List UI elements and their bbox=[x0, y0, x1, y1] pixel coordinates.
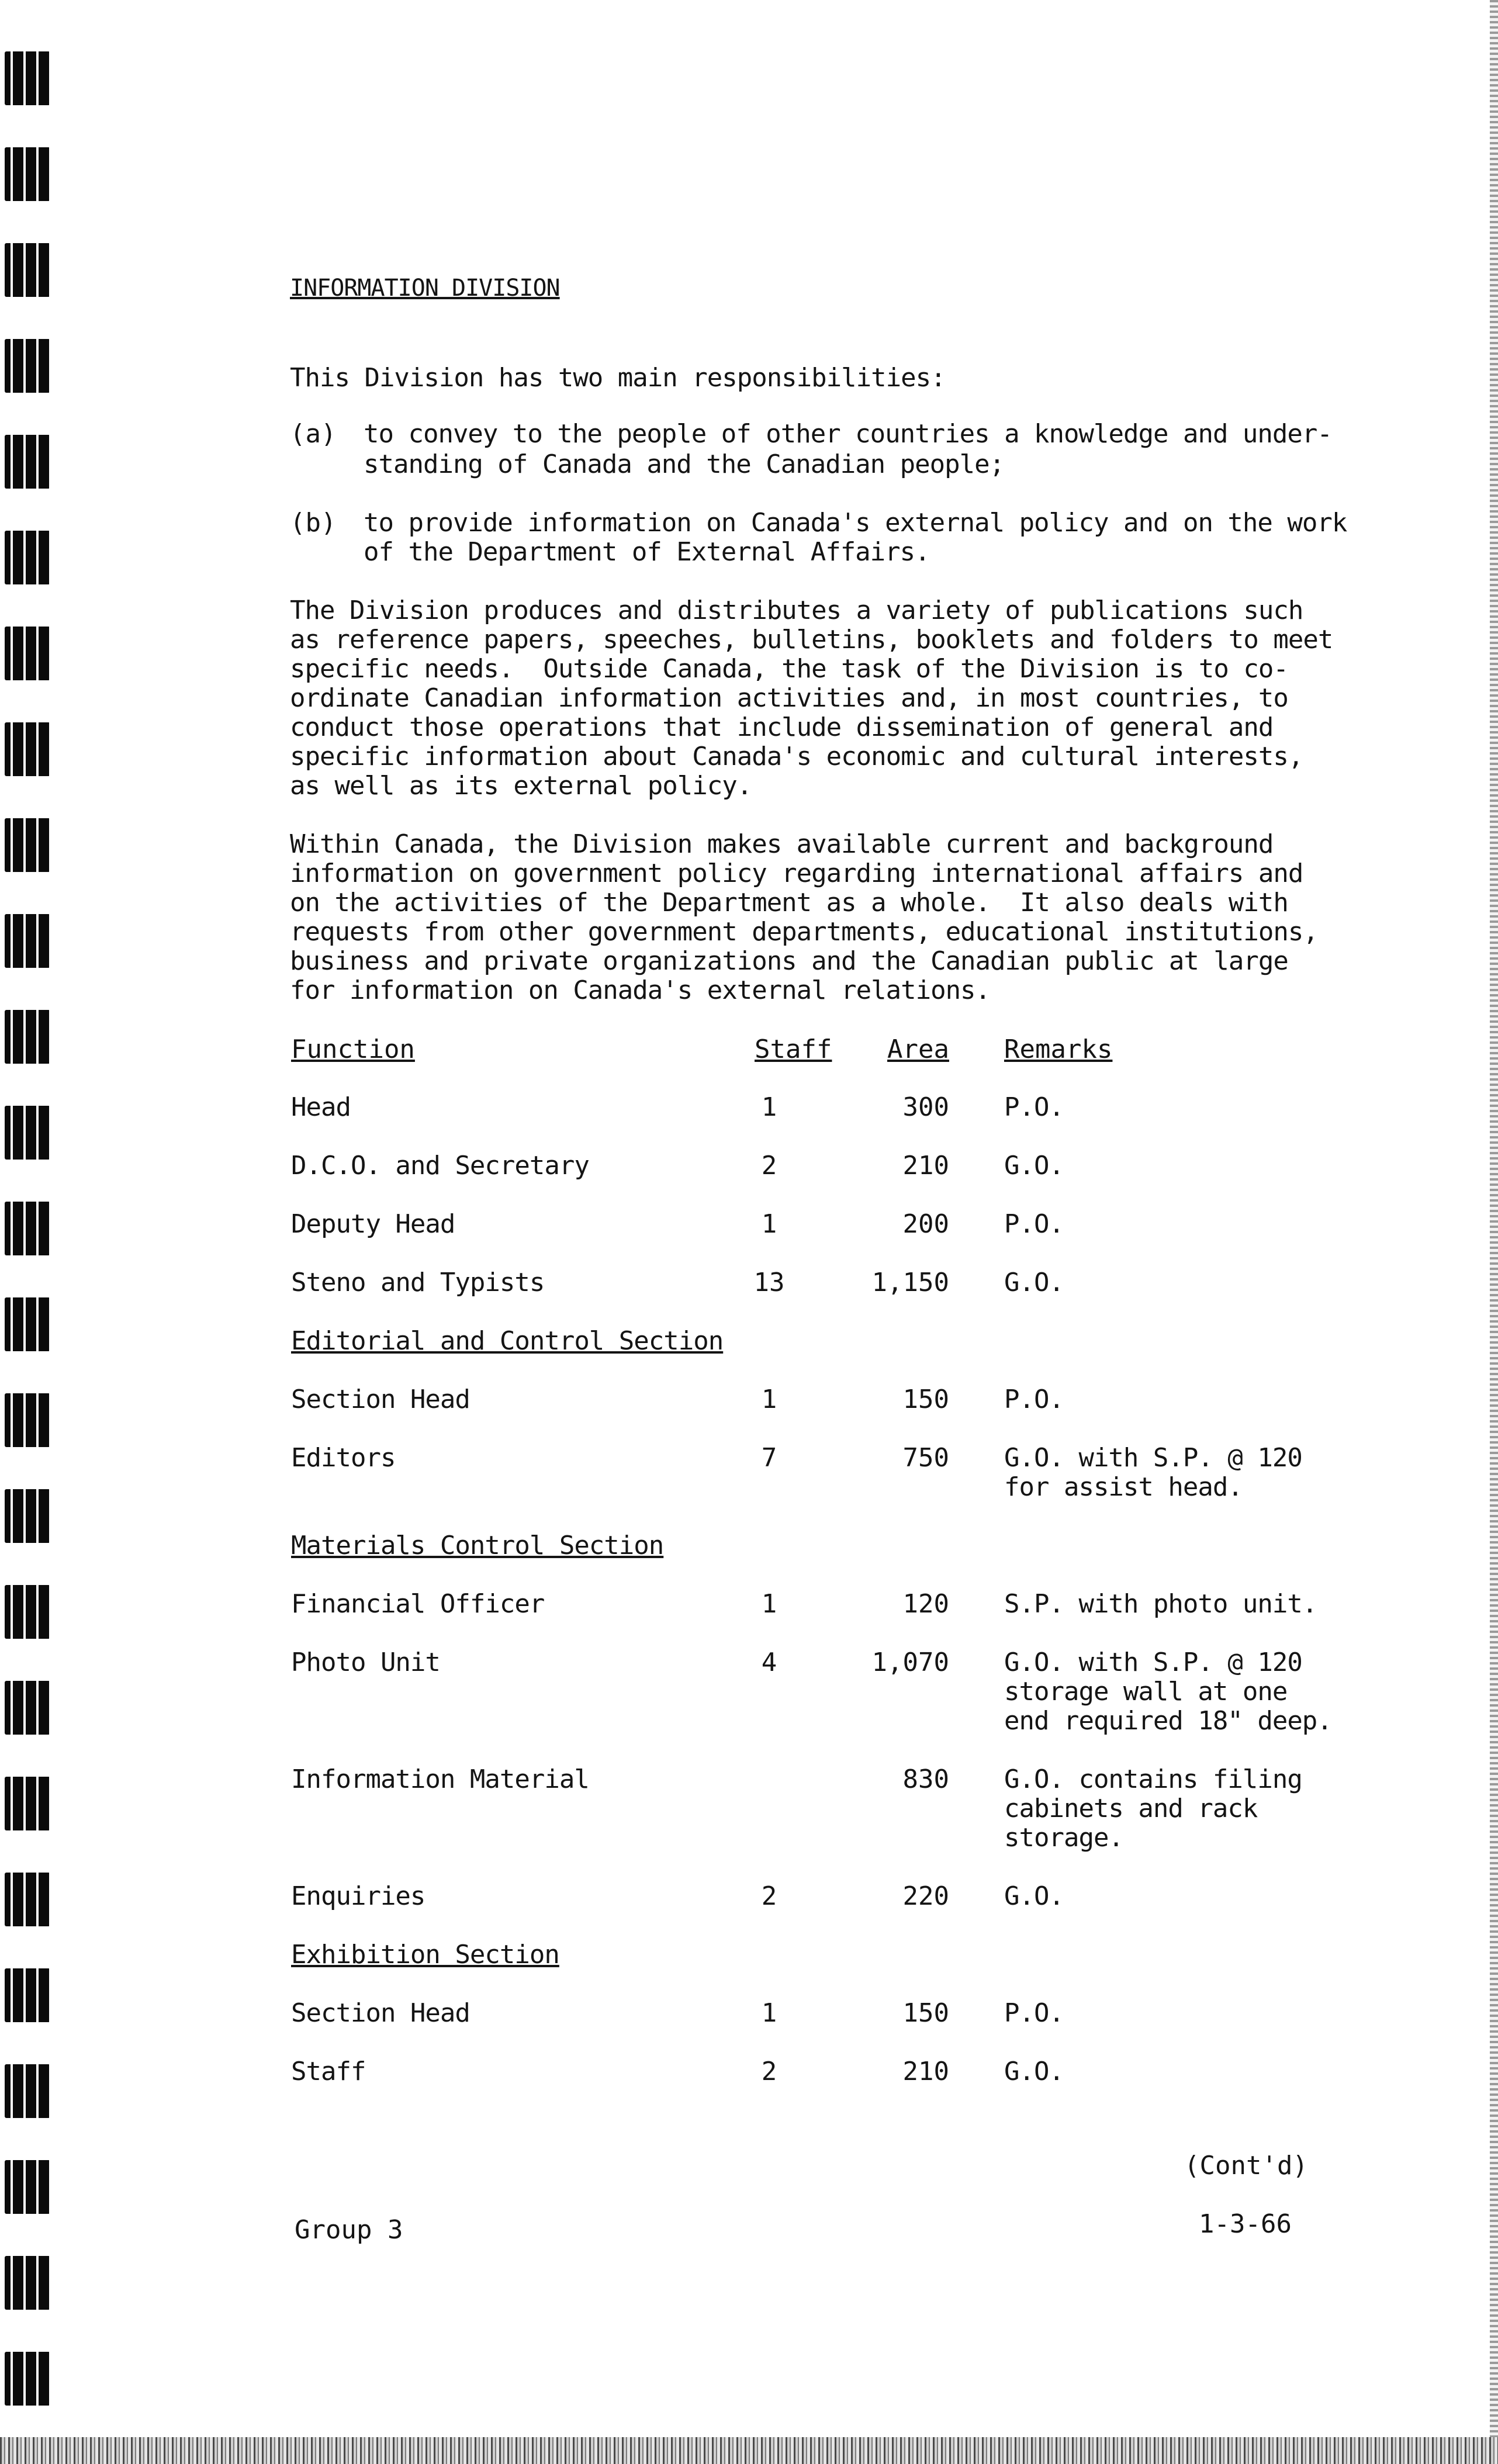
staff-cell: 2 bbox=[761, 1881, 777, 1911]
paragraph-line: for information on Canada's external relations. bbox=[290, 975, 991, 1005]
scan-bottom-strip bbox=[0, 2437, 1498, 2464]
binding-ring bbox=[5, 2256, 50, 2310]
remarks-cell: G.O. with S.P. @ 120 bbox=[1004, 1443, 1302, 1473]
binding-ring bbox=[5, 2352, 50, 2406]
staff-cell: 7 bbox=[761, 1443, 777, 1473]
table-row bbox=[290, 1093, 1354, 1122]
table-row bbox=[290, 1443, 1354, 1502]
remarks-cell: G.O. contains filing bbox=[1004, 1764, 1302, 1794]
paragraph-line: on the activities of the Department as a whole. It also deals with bbox=[290, 888, 1288, 918]
binding-ring bbox=[5, 1777, 50, 1830]
continued-note: (Cont'd) bbox=[1184, 2151, 1308, 2181]
function-cell: Steno and Typists bbox=[291, 1268, 545, 1297]
table-row bbox=[290, 1590, 1354, 1619]
function-cell: Section Head bbox=[291, 1998, 470, 2028]
remarks-cell: end required 18" deep. bbox=[1004, 1706, 1332, 1736]
table-row bbox=[290, 1151, 1354, 1181]
intro-text: This Division has two main responsibilities: bbox=[290, 363, 946, 393]
binding-ring bbox=[5, 2160, 50, 2214]
remarks-cell: P.O. bbox=[1004, 1998, 1064, 2028]
paragraph-line: specific needs. Outside Canada, the task of the Division is to co- bbox=[290, 654, 1288, 684]
section-title: Editorial and Control Section bbox=[291, 1326, 724, 1356]
remarks-cell: G.O. with S.P. @ 120 bbox=[1004, 1648, 1302, 1677]
binding-ring bbox=[5, 1489, 50, 1543]
staff-cell: 1 bbox=[761, 1385, 777, 1414]
paragraph-line: as reference papers, speeches, bulletins, booklets and folders to meet bbox=[290, 625, 1333, 655]
responsibility-label: (b) bbox=[290, 508, 337, 538]
spiral-binding bbox=[0, 0, 64, 2464]
function-cell: Section Head bbox=[291, 1385, 470, 1414]
table-row bbox=[290, 1210, 1354, 1239]
column-header-function: Function bbox=[291, 1034, 415, 1064]
document-date: 1-3-66 bbox=[1199, 2209, 1292, 2239]
binding-ring bbox=[5, 1202, 50, 1255]
function-cell: Photo Unit bbox=[291, 1648, 440, 1677]
staff-cell: 2 bbox=[761, 2057, 777, 2086]
remarks-cell: storage. bbox=[1004, 1823, 1123, 1853]
function-cell: Deputy Head bbox=[291, 1209, 455, 1239]
column-header-staff: Staff bbox=[755, 1034, 832, 1064]
paragraph-line: Within Canada, the Division makes available current and background bbox=[290, 829, 1274, 859]
group-label: Group 3 bbox=[295, 2215, 403, 2245]
remarks-cell: G.O. bbox=[1004, 1151, 1064, 1181]
column-header-remarks: Remarks bbox=[1004, 1034, 1113, 1064]
paragraph-line: specific information about Canada's economic and cultural interests, bbox=[290, 742, 1303, 771]
table-row bbox=[290, 1882, 1354, 1911]
paragraph-line: as well as its external policy. bbox=[290, 771, 752, 801]
remarks-cell: for assist head. bbox=[1004, 1472, 1243, 1502]
binding-ring bbox=[5, 1968, 50, 2022]
binding-ring bbox=[5, 243, 50, 297]
function-cell: Financial Officer bbox=[291, 1589, 545, 1619]
staff-cell: 2 bbox=[761, 1151, 777, 1181]
staff-cell: 1 bbox=[761, 1589, 777, 1619]
remarks-cell: storage wall at one bbox=[1004, 1677, 1288, 1707]
paragraph-line: requests from other government departments, educational institutions, bbox=[290, 917, 1318, 947]
binding-ring bbox=[5, 51, 50, 105]
binding-ring bbox=[5, 722, 50, 776]
section-title: Exhibition Section bbox=[291, 1940, 559, 1970]
area-cell: 200 bbox=[902, 1209, 949, 1239]
function-cell: Information Material bbox=[291, 1764, 589, 1794]
area-cell: 220 bbox=[902, 1881, 949, 1911]
binding-ring bbox=[5, 627, 50, 680]
binding-ring bbox=[5, 2064, 50, 2118]
remarks-cell: P.O. bbox=[1004, 1092, 1064, 1122]
responsibility-line: standing of Canada and the Canadian people; bbox=[364, 449, 1005, 479]
table-row bbox=[290, 1385, 1354, 1414]
table-row bbox=[290, 1999, 1354, 2028]
area-cell: 750 bbox=[902, 1443, 949, 1473]
page-edge-shadow bbox=[1490, 0, 1498, 2464]
remarks-cell: P.O. bbox=[1004, 1385, 1064, 1414]
binding-ring bbox=[5, 147, 50, 201]
paragraph-line: information on government policy regarding international affairs and bbox=[290, 859, 1303, 888]
area-cell: 210 bbox=[902, 2057, 949, 2086]
table-row bbox=[290, 1764, 1354, 1853]
function-cell: Staff bbox=[291, 2057, 366, 2086]
remarks-cell: S.P. with photo unit. bbox=[1004, 1589, 1317, 1619]
table-row bbox=[290, 2057, 1354, 2086]
remarks-cell: G.O. bbox=[1004, 1268, 1064, 1297]
table-row bbox=[290, 1268, 1354, 1297]
column-header-area: Area bbox=[887, 1034, 949, 1064]
paragraph-line: ordinate Canadian information activities and, in most countries, to bbox=[290, 683, 1288, 713]
binding-ring bbox=[5, 339, 50, 393]
binding-ring bbox=[5, 1106, 50, 1160]
staff-cell: 4 bbox=[761, 1648, 777, 1677]
function-cell: Head bbox=[291, 1092, 351, 1122]
area-cell: 300 bbox=[902, 1092, 949, 1122]
binding-ring bbox=[5, 1873, 50, 1926]
binding-ring bbox=[5, 435, 50, 489]
responsibility-label: (a) bbox=[290, 419, 337, 449]
division-heading: INFORMATION DIVISION bbox=[290, 275, 560, 302]
responsibility-line: to provide information on Canada's external policy and on the work bbox=[364, 508, 1347, 538]
staff-cell: 1 bbox=[761, 1998, 777, 2028]
area-cell: 830 bbox=[902, 1764, 949, 1794]
function-cell: D.C.O. and Secretary bbox=[291, 1151, 589, 1181]
staff-cell: 13 bbox=[753, 1268, 785, 1297]
staff-cell: 1 bbox=[761, 1092, 777, 1122]
binding-ring bbox=[5, 1681, 50, 1735]
paragraph-line: conduct those operations that include dissemination of general and bbox=[290, 712, 1274, 742]
paragraph-line: business and private organizations and the Canadian public at large bbox=[290, 946, 1288, 976]
binding-ring bbox=[5, 914, 50, 968]
paragraph-line: The Division produces and distributes a variety of publications such bbox=[290, 596, 1303, 625]
binding-ring bbox=[5, 1585, 50, 1639]
area-cell: 150 bbox=[902, 1998, 949, 2028]
area-cell: 150 bbox=[902, 1385, 949, 1414]
area-cell: 1,070 bbox=[871, 1648, 949, 1677]
area-cell: 1,150 bbox=[871, 1268, 949, 1297]
remarks-cell: G.O. bbox=[1004, 2057, 1064, 2086]
responsibility-line: to convey to the people of other countries a knowledge and under- bbox=[364, 419, 1332, 449]
table-row bbox=[290, 1648, 1354, 1736]
binding-ring bbox=[5, 1010, 50, 1064]
remarks-cell: G.O. bbox=[1004, 1881, 1064, 1911]
function-cell: Enquiries bbox=[291, 1881, 425, 1911]
area-cell: 210 bbox=[902, 1151, 949, 1181]
responsibility-line: of the Department of External Affairs. bbox=[364, 537, 930, 567]
area-cell: 120 bbox=[902, 1589, 949, 1619]
binding-ring bbox=[5, 818, 50, 872]
binding-ring bbox=[5, 531, 50, 584]
binding-ring bbox=[5, 1297, 50, 1351]
remarks-cell: P.O. bbox=[1004, 1209, 1064, 1239]
section-title: Materials Control Section bbox=[291, 1531, 664, 1560]
function-cell: Editors bbox=[291, 1443, 396, 1473]
staff-cell: 1 bbox=[761, 1209, 777, 1239]
remarks-cell: cabinets and rack bbox=[1004, 1794, 1258, 1823]
binding-ring bbox=[5, 1393, 50, 1447]
